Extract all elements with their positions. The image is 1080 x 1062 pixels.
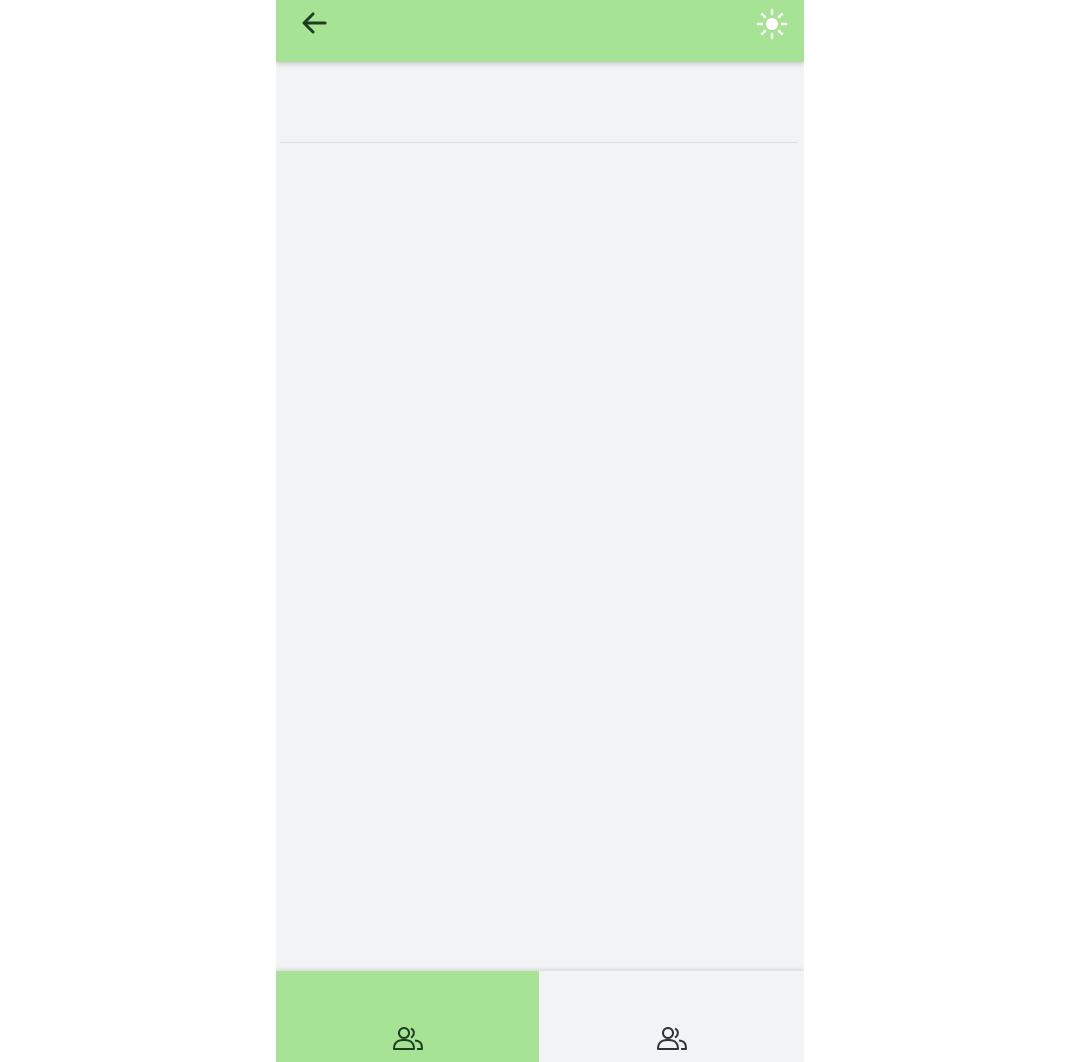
tab-heimiswil[interactable] — [539, 971, 804, 1062]
theme-toggle-button[interactable] — [756, 8, 788, 40]
totals-row — [280, 772, 798, 806]
app-bar — [276, 0, 804, 62]
people-icon — [656, 1025, 688, 1051]
people-icon — [392, 1025, 424, 1051]
sun-icon — [756, 8, 788, 40]
arrow-left-icon — [296, 8, 330, 42]
forecast-row — [280, 808, 798, 842]
tab-oschwand-biembach[interactable] — [276, 971, 539, 1062]
table-header — [280, 112, 798, 143]
bottom-tabs — [276, 971, 804, 1062]
back-button[interactable] — [296, 8, 330, 42]
phone-screen — [276, 0, 804, 1062]
